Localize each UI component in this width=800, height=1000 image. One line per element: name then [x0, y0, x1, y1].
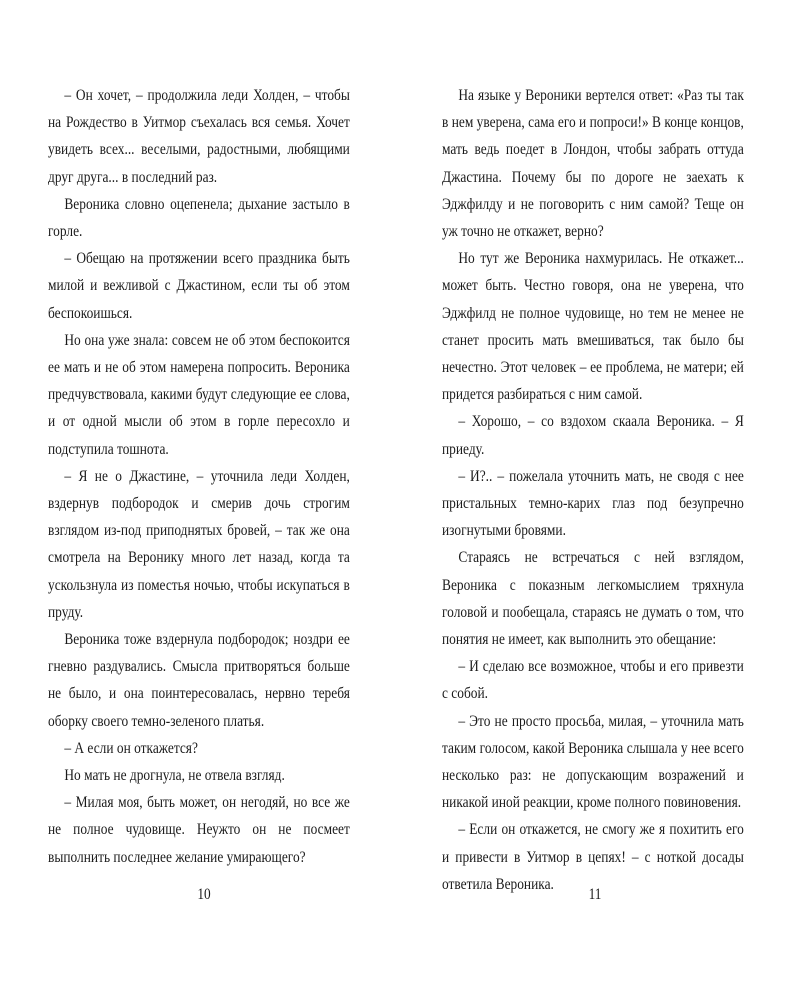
paragraph: – Хорошо, – со вздохом скаала Вероника. – Я приеду.	[442, 413, 744, 458]
paragraph: – И?.. – пожелала уточнить мать, не сводя с нее пристальных темно-карих глаз под безупречно изогнутыми бровями.	[442, 467, 744, 540]
right-page	[442, 82, 744, 898]
right-page-text	[442, 82, 744, 898]
left-page-text	[48, 82, 350, 871]
left-page	[48, 82, 350, 871]
paragraph: – Милая моя, быть может, он негодяй, но все же не полное чудовище. Неужто он не посмеет выполнить последнее желание умирающего?	[48, 794, 350, 866]
paragraph: Но тут же Вероника нахмурилась. Не откажет... может быть. Честно говоря, она не уверена, что Эджфилд не полное чудовище, но тем не менее не станет просить мать вмешиваться, так было бы нечестно. Этот человек – ее проблема, не матери; ей придется разбираться с ним самой.	[442, 250, 744, 404]
paragraph: – И сделаю все возможное, чтобы и его привезти с собой.	[442, 658, 744, 703]
paragraph: Вероника словно оцепенела; дыхание застыло в горле.	[48, 195, 350, 241]
paragraph: Вероника тоже вздернула подбородок; ноздри ее гневно раздувались. Смысла притворяться больше не было, и она поинтересовалась, нервно теребя оборку своего темно-зеленого платья.	[48, 631, 350, 730]
paragraph: – Он хочет, – продолжила леди Холден, – чтобы на Рождество в Уитмор съехалась вся семья. Хочет увидеть всех... веселыми, радостными, любящими друг друга... в последний раз.	[48, 87, 350, 186]
page-number-right: 11	[588, 886, 602, 903]
paragraph: – Обещаю на протяжении всего праздника быть милой и вежливой с Джастином, если ты об этом беспокоишься.	[48, 250, 350, 322]
paragraph: – А если он откажется?	[64, 739, 198, 757]
paragraph: – Если он откажется, не смогу же я похитить его и привести в Уитмор в цепях! – с ноткой досады ответила Вероника.	[442, 821, 744, 893]
paragraph: Но мать не дрогнула, не отвела взгляд.	[64, 767, 285, 785]
paragraph: На языке у Вероники вертелся ответ: «Раз ты так в нем уверена, сама его и попроси!» В конце концов, мать ведь поедет в Лондон, чтобы забрать оттуда Джастина. Почему бы по дороге не заехать к Эджфилду и не поговорить с ним самой? Теще он уж точно не откажет, верно?	[442, 87, 744, 241]
page-number-left: 10	[197, 886, 211, 903]
paragraph: – Это не просто просьба, милая, – уточнила мать таким голосом, какой Вероника слышала у нее всего несколько раз: не допускающим возражений и никакой иной реакции, кроме полного повиновения.	[442, 712, 744, 812]
paragraph: Стараясь не встречаться с ней взглядом, Вероника с показным легкомыслием тряхнула головой и пообещала, стараясь не думать о том, что понятия не имеет, как выполнить это обещание:	[442, 549, 744, 649]
paragraph: – Я не о Джастине, – уточнила леди Холден, вздернув подбородок и смерив дочь строгим взглядом из-под приподнятых бровей, – так же она смотрела на Веронику много лет назад, когда та ускользнула из поместья ночью, чтобы искупаться в пруду.	[48, 467, 350, 621]
paragraph: Но она уже знала: совсем не об этом беспокоится ее мать и не об этом намерена попросить. Вероника предчувствовала, какими будут следующие ее слова, и от одной мысли об этом в горле пересохло и подступила тошнота.	[48, 331, 350, 458]
